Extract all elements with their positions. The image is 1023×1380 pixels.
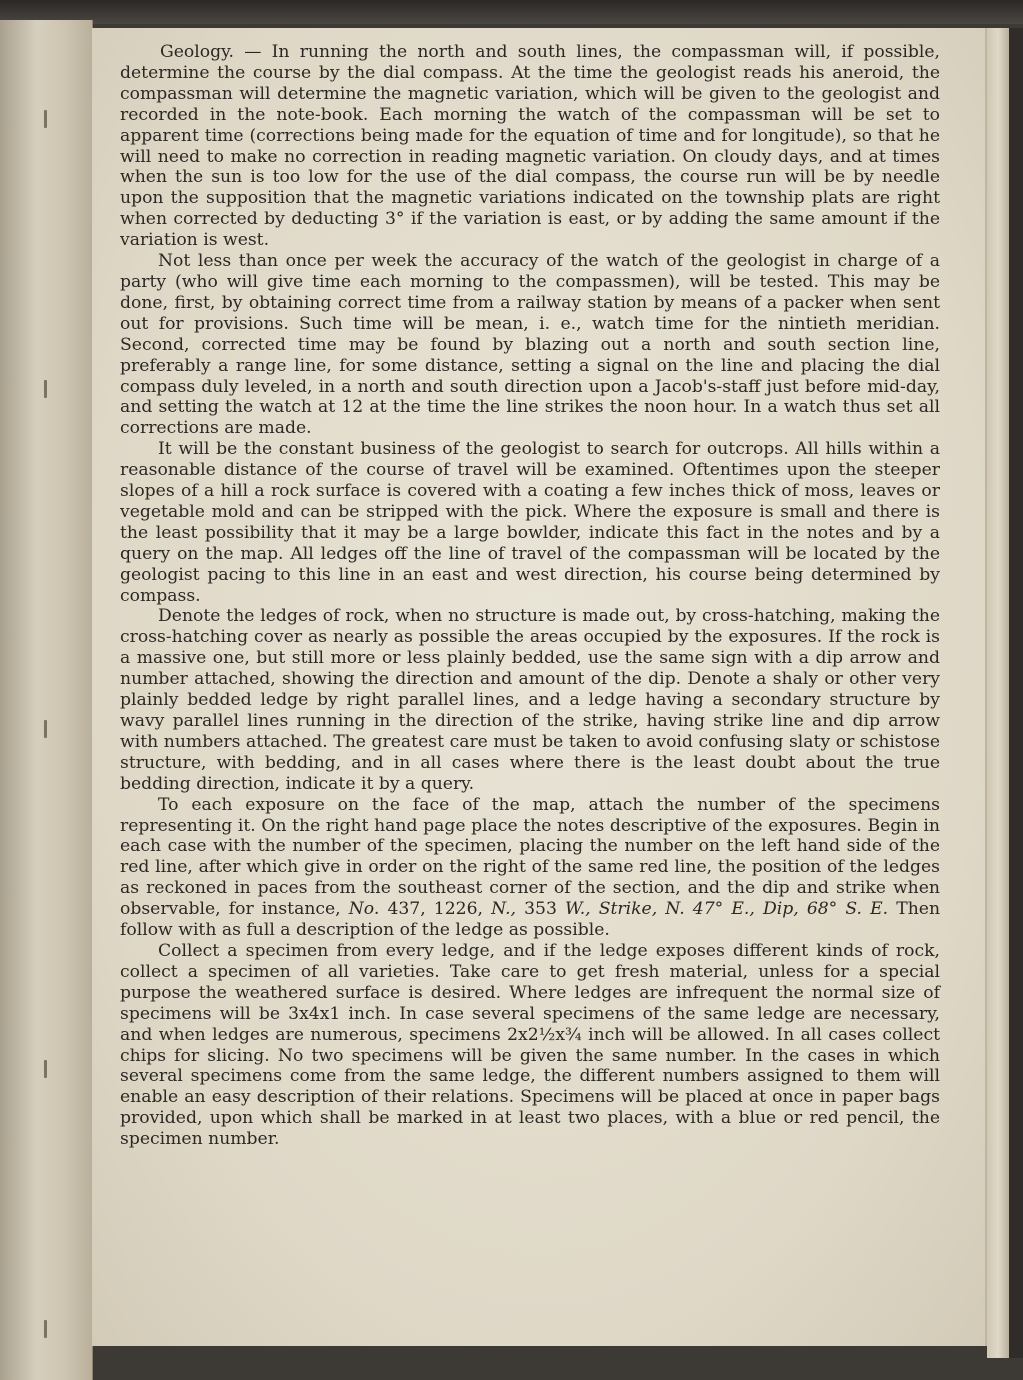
example-n-label: N.,: [491, 899, 516, 920]
page-stack-edge: [987, 28, 1009, 1358]
paragraph-ledge-notation: Denote the ledges of rock, when no structure is made out, by cross-hatching, making the cross-hatching cover as nearly as possible the areas occupied by the exposures. If the rock is a massive one, but still more or less plainly bedded, use the same sign with a dip arrow and number attached, showing the direction and amount of the dip. Denote a shaly or other very plainly bedded ledge by right parallel lines, and a ledge having a secondary structure by wavy parallel lines running in the direction of the strike, having strike line and dip arrow with numbers attached. The greatest care must be taken to avoid confusing slaty or schistose structure, with bedding, and in all cases where there is the least doubt about the true bedding direction, indicate it by a query.: [120, 606, 940, 794]
example-no-label: No.: [348, 899, 380, 920]
example-strike-value: N. 47° E.,: [665, 899, 755, 920]
book-spine-gutter: [0, 20, 93, 1380]
binding-stitch: [44, 720, 47, 738]
example-w-label: W.,: [565, 899, 591, 920]
paragraph-outcrops: It will be the constant business of the geologist to search for outcrops. All hills within a reasonable distance of the course of travel will be examined. Oftentimes upon the steeper slopes of a hill a rock surface is covered with a coating a few inches thick of moss, leaves or vegetable mold and can be stripped with the pick. Where the exposure is small and there is the least possibility that it may be a large bowlder, indicate this fact in the notes and by a query on the map. All ledges off the line of travel of the compassman will be located by the geologist pacing to this line in an east and west direction, his course being determined by compass.: [120, 439, 940, 606]
paragraph-compass-lines: Geology. — In running the north and south lines, the compassman will, if possible, determine the course by the dial compass. At the time the geologist reads his aneroid, the compassman will determine the magnetic variation, which will be given to the geologist and recorded in the note-book. Each morning the watch of the compassman will be set to apparent time (corrections being made for the equation of time and for longitude), so that he will need to make no correction in reading magnetic variation. On cloudy days, and at times when the sun is too low for the use of the dial compass, the course run will be by needle upon the supposition that the magnetic variations indicated on the township plats are right when corrected by deducting 3° if the variation is east, or by adding the same amount if the variation is west.: [120, 42, 940, 251]
binding-stitch: [44, 110, 47, 128]
example-no-value: 437, 1226,: [387, 899, 484, 920]
paragraph-specimen-numbering: [120, 795, 940, 941]
book-binding-top: [0, 0, 1023, 24]
paragraph-collect-specimens: Collect a specimen from every ledge, and if the ledge exposes different kinds of rock, collect a specimen of all varieties. Take care to get fresh material, unless for a special purpose the weathered surface is desired. Where ledges are infrequent the normal size of specimens will be 3x4x1 inch. In case several specimens of the same ledge are necessary, and when ledges are numerous, specimens 2x2½x¾ inch will be allowed. In all cases collect chips for slicing. No two specimens will be given the same number. In the cases in which several specimens come from the same ledge, the different numbers assigned to them will enable an easy description of their relations. Specimens will be placed at once in paper bags provided, upon which shall be marked in at least two places, with a blue or red pencil, the specimen number.: [120, 940, 940, 1150]
example-dip-label: Dip,: [762, 899, 799, 920]
specimen-numbering-text: To each exposure on the face of the map, attach the number of the specimens representing it. On the right hand page place the notes descriptive of the exposures. Begin in each case with the number of the specimen, placing the number on the left hand side of the red line, after which give in order on the right of the same red line, the position of the ledges as reckoned in paces from the southeast corner of the section, and the dip and strike when observable, for instance,: [120, 794, 940, 920]
binding-stitch: [44, 380, 47, 398]
example-tail: Then follow with as full a description of the ledge as possible.: [120, 899, 941, 941]
example-strike-label: Strike,: [598, 899, 658, 920]
example-dip-value: 68° S. E.: [806, 899, 889, 920]
example-n-value: 353: [524, 899, 557, 920]
binding-stitch: [44, 1320, 47, 1338]
binding-stitch: [44, 1060, 47, 1078]
paragraph-watch-accuracy: Not less than once per week the accuracy of the watch of the geologist in charge of a party (who will give time each morning to the compassmen), will be tested. This may be done, first, by obtaining correct time from a railway station by means of a packer when sent out for provisions. Such time will be mean, i. e., watch time for the nintieth meridian. Second, corrected time may be found by blazing out a north and south section line, preferably a range line, for some distance, setting a signal on the line and placing the dial compass duly leveled, in a north and south direction upon a Jacob's-staff just before mid-day, and setting the watch at 12 at the time the line strikes the noon hour. In a watch thus set all corrections are made.: [120, 251, 940, 439]
page-text: [120, 42, 940, 1150]
